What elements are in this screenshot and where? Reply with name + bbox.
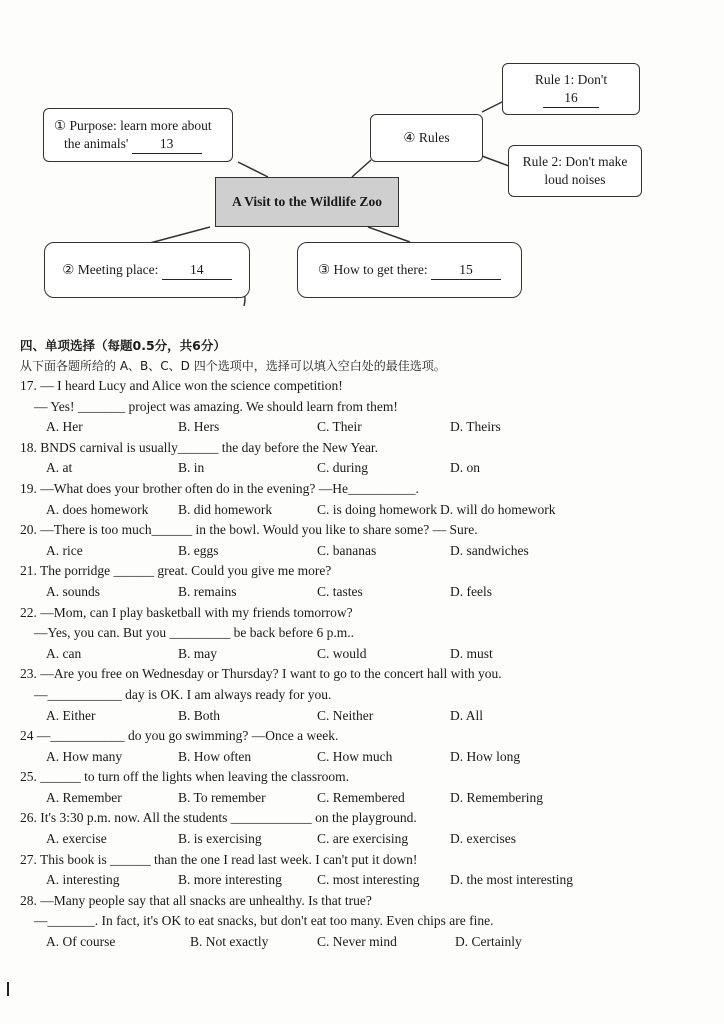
question-line: —___________ day is OK. I am always ready for you.	[34, 686, 332, 702]
purpose-line2: the animals'	[64, 136, 129, 151]
option-b[interactable]: B. is exercising	[178, 831, 262, 847]
mindmap-title	[215, 177, 399, 227]
option-c[interactable]: C. How much	[317, 748, 393, 764]
option-b[interactable]: B. in	[178, 460, 205, 476]
question-19	[20, 479, 710, 520]
howto-box	[297, 242, 522, 298]
option-a[interactable]: A. Her	[46, 419, 83, 435]
option-c[interactable]: C. most interesting	[317, 872, 420, 888]
option-a[interactable]: A. exercise	[46, 831, 107, 847]
question-line: 24 —___________ do you go swimming? —Once a week.	[20, 728, 339, 744]
question-line: 26. It's 3:30 p.m. now. All the students ____________ on the playground.	[20, 810, 417, 826]
rule1-label: Rule 1: Don't	[534, 72, 608, 87]
mindmap-title-text: A Visit to the Wildlife Zoo	[232, 194, 382, 209]
rule2-label: Rule 2: Don't make loud noises	[522, 154, 628, 187]
option-d[interactable]: D. must	[450, 645, 493, 661]
multiple-choice-section	[20, 336, 710, 953]
question-25	[20, 767, 710, 808]
option-a[interactable]: A. sounds	[46, 583, 101, 599]
option-c[interactable]: C. Their	[317, 419, 362, 435]
question-line: 19. —What does your brother often do in the evening? —He__________.	[20, 480, 419, 496]
question-line: 27. This book is ______ than the one I read last week. I can't put it down!	[20, 851, 418, 867]
option-c[interactable]: C. would	[317, 645, 367, 661]
option-d[interactable]: D. Theirs	[450, 419, 501, 435]
question-21	[20, 561, 710, 602]
option-a[interactable]: A. Of course	[46, 934, 116, 950]
question-17	[20, 376, 710, 438]
option-d[interactable]: D. sandwiches	[450, 542, 529, 558]
option-b[interactable]: B. remains	[178, 583, 237, 599]
question-24	[20, 726, 710, 767]
option-b[interactable]: B. Hers	[178, 419, 220, 435]
option-b[interactable]: B. may	[178, 645, 217, 661]
option-c[interactable]: C. Never mind	[317, 934, 397, 950]
option-d[interactable]: D. feels	[450, 583, 492, 599]
meeting-box	[44, 242, 250, 298]
question-line: 22. —Mom, can I play basketball with my friends tomorrow?	[20, 604, 353, 620]
option-d[interactable]: D. Remembering	[450, 789, 543, 805]
option-a[interactable]: A. interesting	[46, 872, 120, 888]
question-line: 21. The porridge ______ great. Could you give me more?	[20, 563, 332, 579]
howto-label: ③ How to get there:	[318, 262, 428, 277]
section-heading: 四、单项选择（每题0.5分，共6分）	[20, 338, 226, 353]
option-d[interactable]: D. on	[450, 460, 480, 476]
blank-14: 14	[162, 261, 232, 280]
option-d[interactable]: D. All	[450, 707, 484, 723]
option-c[interactable]: C. Remembered	[317, 789, 405, 805]
question-line: 25. ______ to turn off the lights when leaving the classroom.	[20, 769, 349, 785]
question-23	[20, 664, 710, 726]
option-b[interactable]: B. Both	[178, 707, 221, 723]
question-line: 23. —Are you free on Wednesday or Thursday? I want to go to the concert hall with you.	[20, 666, 502, 682]
question-18	[20, 438, 710, 479]
blank-15: 15	[431, 261, 501, 280]
option-b[interactable]: B. Not exactly	[190, 934, 269, 950]
question-28	[20, 891, 710, 953]
question-line: 17. — I heard Lucy and Alice won the science competition!	[20, 378, 343, 393]
option-a[interactable]: A. Remember	[46, 789, 122, 805]
blank-16: 16	[543, 89, 599, 108]
option-c[interactable]: C. tastes	[317, 583, 363, 599]
option-c[interactable]: C. during	[317, 460, 369, 476]
option-a[interactable]: A. can	[46, 645, 82, 661]
question-27	[20, 850, 710, 891]
question-line: —_______. In fact, it's OK to eat snacks, but don't eat too many. Even chips are fine.	[34, 913, 494, 929]
option-b[interactable]: B. more interesting	[178, 872, 282, 888]
option-a[interactable]: A. does homework	[46, 501, 149, 517]
option-d[interactable]: D. How long	[450, 748, 521, 764]
option-b[interactable]: B. eggs	[178, 542, 219, 558]
option-b[interactable]: B. did homework	[178, 501, 273, 517]
option-a[interactable]: A. Either	[46, 707, 96, 723]
option-d[interactable]: D. the most interesting	[450, 872, 573, 888]
option-b[interactable]: B. How often	[178, 748, 252, 764]
question-line: — Yes! _______ project was amazing. We should learn from them!	[34, 398, 398, 414]
question-line: —Yes, you can. But you _________ be back before 6 p.m..	[34, 625, 354, 641]
option-a[interactable]: A. How many	[46, 748, 123, 764]
option-c[interactable]: C. bananas	[317, 542, 377, 558]
option-c[interactable]: C. are exercising	[317, 831, 409, 847]
rule2-box	[508, 145, 642, 197]
section-instruction: 从下面各题所给的 A、B、C、D 四个选项中，选择可以填入空白处的最佳选项。	[20, 359, 446, 373]
option-d[interactable]: D. exercises	[450, 831, 516, 847]
question-26	[20, 808, 710, 849]
rules-label: ④ Rules	[403, 130, 450, 145]
blank-13: 13	[132, 135, 202, 154]
question-22	[20, 603, 710, 665]
question-line: 28. —Many people say that all snacks are unhealthy. Is that true?	[20, 892, 372, 908]
purpose-box	[43, 108, 233, 162]
question-line: 20. —There is too much______ in the bowl. Would you like to share some? — Sure.	[20, 522, 478, 538]
margin-mark	[7, 982, 9, 996]
purpose-line1: ① Purpose: learn more about	[54, 118, 212, 133]
option-c[interactable]: C. is doing homework	[317, 501, 437, 517]
option-a[interactable]: A. at	[46, 460, 73, 476]
question-20	[20, 520, 710, 561]
option-d[interactable]: D. will do homework	[440, 501, 556, 517]
option-a[interactable]: A. rice	[46, 542, 83, 558]
option-d[interactable]: D. Certainly	[455, 934, 522, 950]
rule1-box	[502, 63, 640, 115]
meeting-label: ② Meeting place:	[62, 262, 159, 277]
option-c[interactable]: C. Neither	[317, 707, 374, 723]
question-line: 18. BNDS carnival is usually______ the day before the New Year.	[20, 439, 379, 455]
option-b[interactable]: B. To remember	[178, 789, 266, 805]
rules-box	[370, 114, 483, 162]
